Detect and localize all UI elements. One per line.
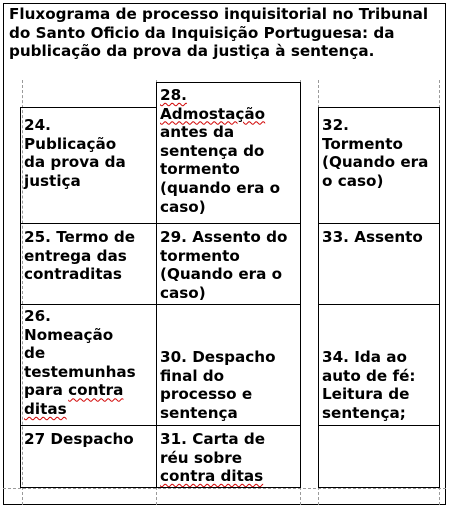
misspelled-word: contra ditas (160, 467, 264, 486)
flow-step-25: 25. Termo de entrega das contraditas (20, 223, 157, 305)
flow-step-33: 33. Assento (318, 223, 440, 305)
flow-step-24: 24. Publicação da prova da justiça (20, 107, 157, 224)
flow-step-30: 30. Despacho final do processo e sentença (156, 304, 301, 426)
gridline (3, 488, 446, 489)
flow-step-28: 28. Admostação antes da sentença do tormento (quando era o caso) (156, 82, 301, 224)
flow-step-32: 32. Tormento (Quando era o caso) (318, 107, 440, 224)
misspelled-word: contra ditas (24, 381, 124, 418)
misspelled-word: 28. Admostação (160, 86, 266, 123)
flow-step-27: 27 Despacho (20, 425, 157, 488)
flow-step-34: 34. Ida ao auto de fé: Leitura de sentença; (318, 304, 440, 426)
flow-step-29: 29. Assento do tormento (Quando era o caso) (156, 223, 301, 305)
document-title: Fluxograma de processo inquisitorial no Tribunal do Santo Oficio da Inquisição Portuguesa: da publicação da prova da justiça à sentença. (9, 5, 429, 61)
flow-step-empty (318, 425, 440, 488)
flow-step-26: 26. Nomeação de testemunhas para contra ditas (20, 304, 157, 426)
flow-step-31: 31. Carta de réu sobre contra ditas (156, 425, 301, 488)
